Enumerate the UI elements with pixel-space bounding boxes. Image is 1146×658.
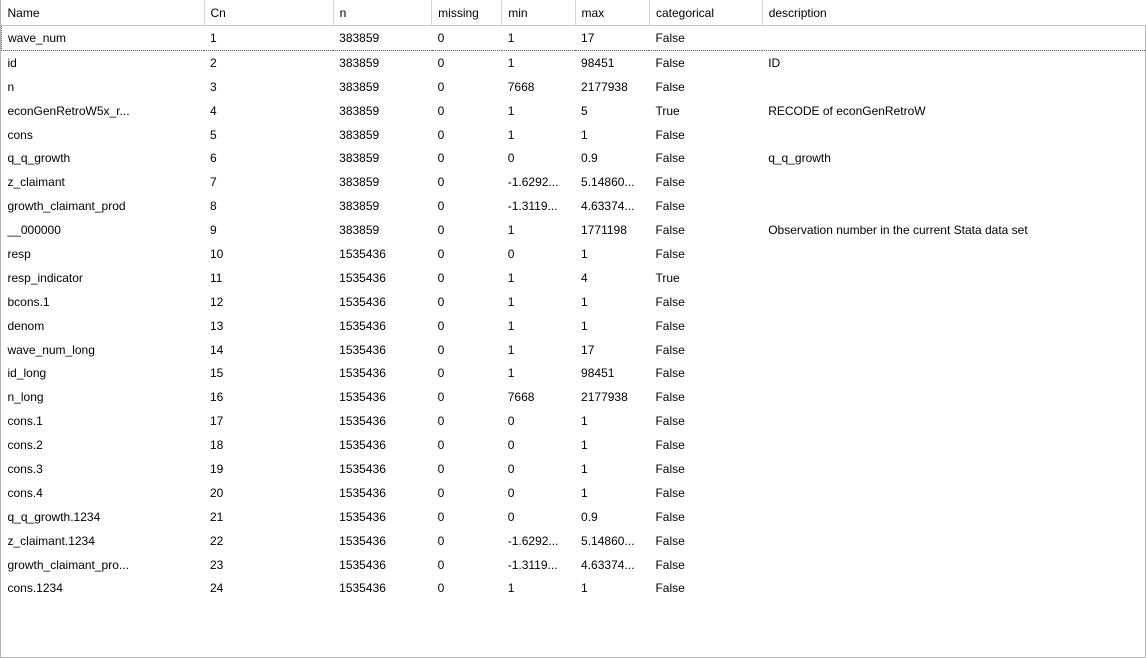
cell-max[interactable]: 4 bbox=[581, 270, 588, 285]
table-row[interactable] bbox=[2, 314, 1146, 338]
cell-min[interactable]: 0 bbox=[507, 414, 515, 429]
table-row[interactable] bbox=[2, 242, 1146, 266]
cell-min[interactable]: 1 bbox=[507, 366, 515, 381]
table-row[interactable] bbox=[2, 26, 1146, 51]
column-header-description[interactable]: description bbox=[762, 0, 1146, 26]
cell-min[interactable]: 1 bbox=[507, 318, 515, 333]
cell-max[interactable]: 98451 bbox=[581, 366, 615, 381]
cell-missing[interactable]: 0 bbox=[437, 581, 445, 596]
cell-categorical[interactable]: False bbox=[655, 127, 685, 142]
cell-missing[interactable]: 0 bbox=[437, 342, 445, 357]
cell-missing[interactable]: 0 bbox=[432, 26, 502, 51]
cell-max[interactable]: 1 bbox=[581, 246, 588, 261]
cell-n[interactable]: 1535436 bbox=[339, 461, 386, 476]
table-row[interactable] bbox=[2, 338, 1146, 362]
column-header-categorical[interactable]: categorical bbox=[649, 0, 762, 26]
cell-n[interactable]: 383859 bbox=[339, 103, 380, 118]
cell-description[interactable] bbox=[762, 385, 1146, 409]
cell-missing[interactable]: 0 bbox=[437, 246, 445, 261]
table-row[interactable] bbox=[2, 409, 1146, 433]
cell-cn[interactable]: 21 bbox=[210, 509, 224, 524]
cell-cn[interactable]: 23 bbox=[210, 557, 224, 572]
cell-min[interactable]: 1 bbox=[507, 55, 515, 70]
cell-missing[interactable]: 0 bbox=[437, 557, 445, 572]
cell-max[interactable]: 17 bbox=[575, 26, 649, 51]
cell-n[interactable]: 383859 bbox=[339, 79, 380, 94]
cell-categorical[interactable]: False bbox=[655, 342, 685, 357]
cell-categorical[interactable]: False bbox=[655, 485, 685, 500]
cell-description[interactable]: Observation number in the current Stata data set bbox=[768, 223, 1028, 238]
cell-cn[interactable]: 14 bbox=[210, 342, 224, 357]
cell-min[interactable]: 1 bbox=[507, 103, 515, 118]
cell-name[interactable]: n bbox=[7, 79, 15, 94]
cell-categorical[interactable]: False bbox=[655, 557, 685, 572]
cell-missing[interactable]: 0 bbox=[437, 366, 445, 381]
cell-n[interactable]: 1535436 bbox=[339, 509, 386, 524]
cell-n[interactable]: 1535436 bbox=[339, 557, 386, 572]
cell-name[interactable]: id bbox=[7, 55, 17, 70]
table-row[interactable] bbox=[2, 553, 1146, 577]
cell-missing[interactable]: 0 bbox=[437, 485, 445, 500]
cell-min[interactable]: 0 bbox=[507, 246, 515, 261]
cell-max[interactable]: 2177938 bbox=[581, 79, 628, 94]
cell-name[interactable]: cons.3 bbox=[7, 461, 43, 476]
cell-cn[interactable]: 2 bbox=[210, 55, 217, 70]
cell-n[interactable]: 1535436 bbox=[339, 366, 386, 381]
cell-name[interactable]: n_long bbox=[7, 390, 44, 405]
cell-n[interactable]: 1535436 bbox=[339, 246, 386, 261]
cell-cn[interactable]: 1 bbox=[204, 26, 333, 51]
cell-n[interactable]: 1535436 bbox=[339, 485, 386, 500]
cell-missing[interactable]: 0 bbox=[437, 414, 445, 429]
cell-cn[interactable]: 13 bbox=[210, 318, 224, 333]
cell-categorical[interactable]: False bbox=[655, 533, 685, 548]
cell-n[interactable]: 383859 bbox=[339, 175, 380, 190]
column-header-cn[interactable]: Cn bbox=[204, 0, 333, 26]
cell-min[interactable]: 1 bbox=[507, 581, 515, 596]
table-row[interactable] bbox=[2, 290, 1146, 314]
table-header-row bbox=[2, 0, 1146, 26]
cell-categorical[interactable]: False bbox=[655, 294, 685, 309]
cell-description[interactable]: q_q_growth bbox=[768, 151, 831, 166]
cell-min[interactable]: 0 bbox=[507, 485, 515, 500]
cell-n[interactable]: 1535436 bbox=[339, 414, 386, 429]
cell-max[interactable]: 5.14860... bbox=[581, 175, 635, 190]
cell-min[interactable]: 7668 bbox=[507, 390, 535, 405]
table-row[interactable] bbox=[2, 218, 1146, 242]
cell-categorical[interactable]: False bbox=[655, 414, 685, 429]
cell-name[interactable]: z_claimant.1234 bbox=[7, 533, 95, 548]
cell-name[interactable]: econGenRetroW5x_r... bbox=[7, 103, 130, 118]
cell-missing[interactable]: 0 bbox=[437, 438, 445, 453]
cell-cn[interactable]: 22 bbox=[210, 533, 224, 548]
cell-cn[interactable]: 6 bbox=[210, 151, 217, 166]
cell-categorical[interactable]: False bbox=[655, 151, 685, 166]
cell-max[interactable]: 1 bbox=[581, 318, 588, 333]
cell-description[interactable] bbox=[762, 481, 1146, 505]
cell-categorical[interactable]: True bbox=[655, 270, 680, 285]
table-header bbox=[2, 0, 1146, 26]
cell-name[interactable]: cons.1 bbox=[7, 414, 43, 429]
cell-cn[interactable]: 9 bbox=[210, 223, 217, 238]
cell-categorical[interactable]: False bbox=[655, 246, 685, 261]
cell-name[interactable]: q_q_growth.1234 bbox=[7, 509, 101, 524]
cell-description[interactable] bbox=[762, 457, 1146, 481]
cell-name[interactable]: wave_num_long bbox=[7, 342, 95, 357]
cell-min[interactable]: 1 bbox=[507, 294, 515, 309]
cell-n[interactable]: 1535436 bbox=[339, 390, 386, 405]
cell-categorical[interactable]: False bbox=[655, 223, 685, 238]
cell-cn[interactable]: 5 bbox=[210, 127, 217, 142]
cell-missing[interactable]: 0 bbox=[437, 270, 445, 285]
cell-categorical[interactable]: False bbox=[655, 581, 685, 596]
cell-missing[interactable]: 0 bbox=[437, 223, 445, 238]
cell-n[interactable]: 1535436 bbox=[339, 294, 386, 309]
cell-description[interactable] bbox=[762, 194, 1146, 218]
cell-categorical[interactable]: False bbox=[655, 438, 685, 453]
cell-description[interactable] bbox=[762, 26, 1146, 51]
cell-description[interactable] bbox=[762, 75, 1146, 99]
cell-max[interactable]: 1 bbox=[581, 438, 588, 453]
cell-categorical[interactable]: False bbox=[655, 509, 685, 524]
cell-missing[interactable]: 0 bbox=[437, 79, 445, 94]
table-row[interactable] bbox=[2, 266, 1146, 290]
cell-categorical[interactable]: False bbox=[655, 55, 685, 70]
cell-max[interactable]: 1771198 bbox=[581, 223, 627, 238]
cell-min[interactable]: 1 bbox=[507, 270, 515, 285]
table-row[interactable] bbox=[2, 361, 1146, 385]
cell-name[interactable]: __000000 bbox=[7, 223, 61, 238]
cell-name[interactable]: bcons.1 bbox=[7, 294, 50, 309]
cell-name[interactable]: cons.1234 bbox=[7, 581, 63, 596]
cell-name[interactable]: q_q_growth bbox=[7, 151, 71, 166]
column-header-min[interactable]: min bbox=[502, 0, 575, 26]
cell-name[interactable]: cons.2 bbox=[7, 438, 43, 453]
cell-missing[interactable]: 0 bbox=[437, 390, 445, 405]
cell-description[interactable] bbox=[762, 290, 1146, 314]
table-row[interactable] bbox=[2, 146, 1146, 170]
table-row[interactable] bbox=[2, 457, 1146, 481]
cell-categorical[interactable]: False bbox=[655, 79, 685, 94]
cell-description[interactable] bbox=[762, 242, 1146, 266]
cell-categorical[interactable]: False bbox=[655, 461, 685, 476]
cell-description[interactable] bbox=[762, 123, 1146, 147]
cell-description[interactable] bbox=[762, 529, 1146, 553]
cell-description[interactable] bbox=[762, 170, 1146, 194]
cell-min[interactable]: 1 bbox=[507, 342, 515, 357]
cell-cn[interactable]: 4 bbox=[210, 103, 217, 118]
cell-name[interactable]: denom bbox=[7, 318, 45, 333]
column-header-max[interactable]: max bbox=[575, 0, 649, 26]
table-row[interactable] bbox=[2, 481, 1146, 505]
table-body[interactable] bbox=[2, 26, 1146, 601]
cell-name[interactable]: cons bbox=[7, 127, 33, 142]
cell-max[interactable]: 1 bbox=[581, 581, 588, 596]
cell-min[interactable]: -1.3119... bbox=[507, 557, 558, 572]
cell-missing[interactable]: 0 bbox=[437, 127, 445, 142]
cell-description[interactable]: ID bbox=[768, 55, 781, 70]
cell-min[interactable]: -1.3119... bbox=[507, 199, 558, 214]
cell-max[interactable]: 1 bbox=[581, 414, 588, 429]
cell-min[interactable]: 0 bbox=[507, 151, 515, 166]
cell-cn[interactable]: 12 bbox=[210, 294, 224, 309]
column-header-missing[interactable]: missing bbox=[432, 0, 502, 26]
cell-missing[interactable]: 0 bbox=[437, 318, 445, 333]
table-row[interactable] bbox=[2, 75, 1146, 99]
cell-name[interactable]: id_long bbox=[7, 366, 47, 381]
cell-missing[interactable]: 0 bbox=[437, 151, 445, 166]
cell-description[interactable] bbox=[762, 361, 1146, 385]
cell-name[interactable]: resp_indicator bbox=[7, 270, 83, 285]
table-row[interactable] bbox=[2, 576, 1146, 600]
cell-name[interactable]: wave_num bbox=[2, 26, 205, 51]
cell-cn[interactable]: 7 bbox=[210, 175, 217, 190]
cell-categorical[interactable]: True bbox=[655, 103, 680, 118]
cell-n[interactable]: 383859 bbox=[339, 151, 380, 166]
cell-categorical[interactable]: False bbox=[655, 366, 685, 381]
cell-categorical[interactable]: False bbox=[655, 318, 685, 333]
cell-description[interactable] bbox=[762, 505, 1146, 529]
cell-cn[interactable]: 3 bbox=[210, 79, 217, 94]
cell-max[interactable]: 5 bbox=[581, 103, 588, 118]
cell-missing[interactable]: 0 bbox=[437, 509, 445, 524]
cell-description[interactable] bbox=[762, 409, 1146, 433]
cell-max[interactable]: 4.63374... bbox=[581, 557, 635, 572]
cell-categorical[interactable]: False bbox=[649, 26, 762, 51]
table-row[interactable] bbox=[2, 194, 1146, 218]
cell-max[interactable]: 2177938 bbox=[581, 390, 628, 405]
cell-max[interactable]: 5.14860... bbox=[581, 533, 635, 548]
cell-min[interactable]: 0 bbox=[507, 438, 515, 453]
cell-n[interactable]: 1535436 bbox=[339, 438, 386, 453]
cell-categorical[interactable]: False bbox=[655, 199, 685, 214]
cell-cn[interactable]: 16 bbox=[210, 390, 224, 405]
cell-missing[interactable]: 0 bbox=[437, 175, 445, 190]
cell-name[interactable]: cons.4 bbox=[7, 485, 43, 500]
cell-cn[interactable]: 10 bbox=[210, 246, 224, 261]
table-row[interactable] bbox=[2, 123, 1146, 147]
cell-max[interactable]: 1 bbox=[581, 127, 588, 142]
cell-max[interactable]: 17 bbox=[581, 342, 595, 357]
cell-min[interactable]: 1 bbox=[507, 127, 515, 142]
cell-n[interactable]: 1535436 bbox=[339, 342, 386, 357]
cell-categorical[interactable]: False bbox=[655, 175, 685, 190]
cell-missing[interactable]: 0 bbox=[437, 199, 445, 214]
cell-description[interactable] bbox=[762, 314, 1146, 338]
cell-n[interactable]: 383859 bbox=[339, 223, 380, 238]
cell-cn[interactable]: 15 bbox=[210, 366, 224, 381]
cell-name[interactable]: growth_claimant_pro... bbox=[7, 557, 129, 572]
cell-missing[interactable]: 0 bbox=[437, 55, 445, 70]
cell-cn[interactable]: 17 bbox=[210, 414, 224, 429]
cell-min[interactable]: -1.6292... bbox=[507, 175, 559, 190]
cell-description[interactable] bbox=[762, 576, 1146, 600]
cell-min[interactable]: -1.6292... bbox=[507, 533, 559, 548]
cell-cn[interactable]: 19 bbox=[210, 461, 224, 476]
cell-description[interactable] bbox=[762, 553, 1146, 577]
cell-categorical[interactable]: False bbox=[655, 390, 685, 405]
table-row[interactable] bbox=[2, 385, 1146, 409]
cell-min[interactable]: 1 bbox=[502, 26, 575, 51]
column-header-n[interactable]: n bbox=[333, 0, 432, 26]
cell-missing[interactable]: 0 bbox=[437, 294, 445, 309]
cell-missing[interactable]: 0 bbox=[437, 533, 445, 548]
cell-name[interactable]: growth_claimant_prod bbox=[7, 199, 126, 214]
cell-max[interactable]: 1 bbox=[581, 294, 588, 309]
cell-min[interactable]: 0 bbox=[507, 461, 515, 476]
table-row[interactable] bbox=[2, 505, 1146, 529]
cell-description[interactable] bbox=[762, 338, 1146, 362]
cell-max[interactable]: 0.9 bbox=[581, 509, 598, 524]
cell-cn[interactable]: 18 bbox=[210, 438, 224, 453]
cell-missing[interactable]: 0 bbox=[437, 103, 445, 118]
cell-missing[interactable]: 0 bbox=[437, 461, 445, 476]
cell-description[interactable] bbox=[762, 266, 1146, 290]
table-row[interactable] bbox=[2, 170, 1146, 194]
table-row[interactable] bbox=[2, 50, 1146, 74]
cell-description[interactable]: RECODE of econGenRetroW bbox=[768, 103, 926, 118]
cell-name[interactable]: resp bbox=[7, 246, 31, 261]
cell-name[interactable]: z_claimant bbox=[7, 175, 65, 190]
cell-n[interactable]: 383859 bbox=[339, 55, 380, 70]
variables-table[interactable] bbox=[1, 0, 1146, 600]
cell-max[interactable]: 1 bbox=[581, 461, 588, 476]
cell-n[interactable]: 1535436 bbox=[339, 581, 386, 596]
cell-n[interactable]: 1535436 bbox=[339, 318, 386, 333]
column-header-name[interactable]: Name bbox=[2, 0, 205, 26]
cell-cn[interactable]: 20 bbox=[210, 485, 224, 500]
cell-cn[interactable]: 24 bbox=[210, 581, 224, 596]
table-row[interactable] bbox=[2, 433, 1146, 457]
cell-max[interactable]: 0.9 bbox=[581, 151, 598, 166]
cell-cn[interactable]: 11 bbox=[210, 270, 223, 285]
cell-n[interactable]: 1535436 bbox=[339, 270, 386, 285]
cell-max[interactable]: 1 bbox=[581, 485, 588, 500]
cell-max[interactable]: 4.63374... bbox=[581, 199, 635, 214]
cell-min[interactable]: 1 bbox=[507, 223, 515, 238]
cell-n[interactable]: 383859 bbox=[339, 127, 380, 142]
cell-max[interactable]: 98451 bbox=[581, 55, 615, 70]
cell-min[interactable]: 7668 bbox=[507, 79, 535, 94]
table-row[interactable] bbox=[2, 529, 1146, 553]
cell-n[interactable]: 383859 bbox=[333, 26, 432, 51]
cell-n[interactable]: 1535436 bbox=[339, 533, 386, 548]
cell-cn[interactable]: 8 bbox=[210, 199, 217, 214]
cell-n[interactable]: 383859 bbox=[339, 199, 380, 214]
cell-min[interactable]: 0 bbox=[507, 509, 515, 524]
cell-description[interactable] bbox=[762, 433, 1146, 457]
table-row[interactable] bbox=[2, 99, 1146, 123]
